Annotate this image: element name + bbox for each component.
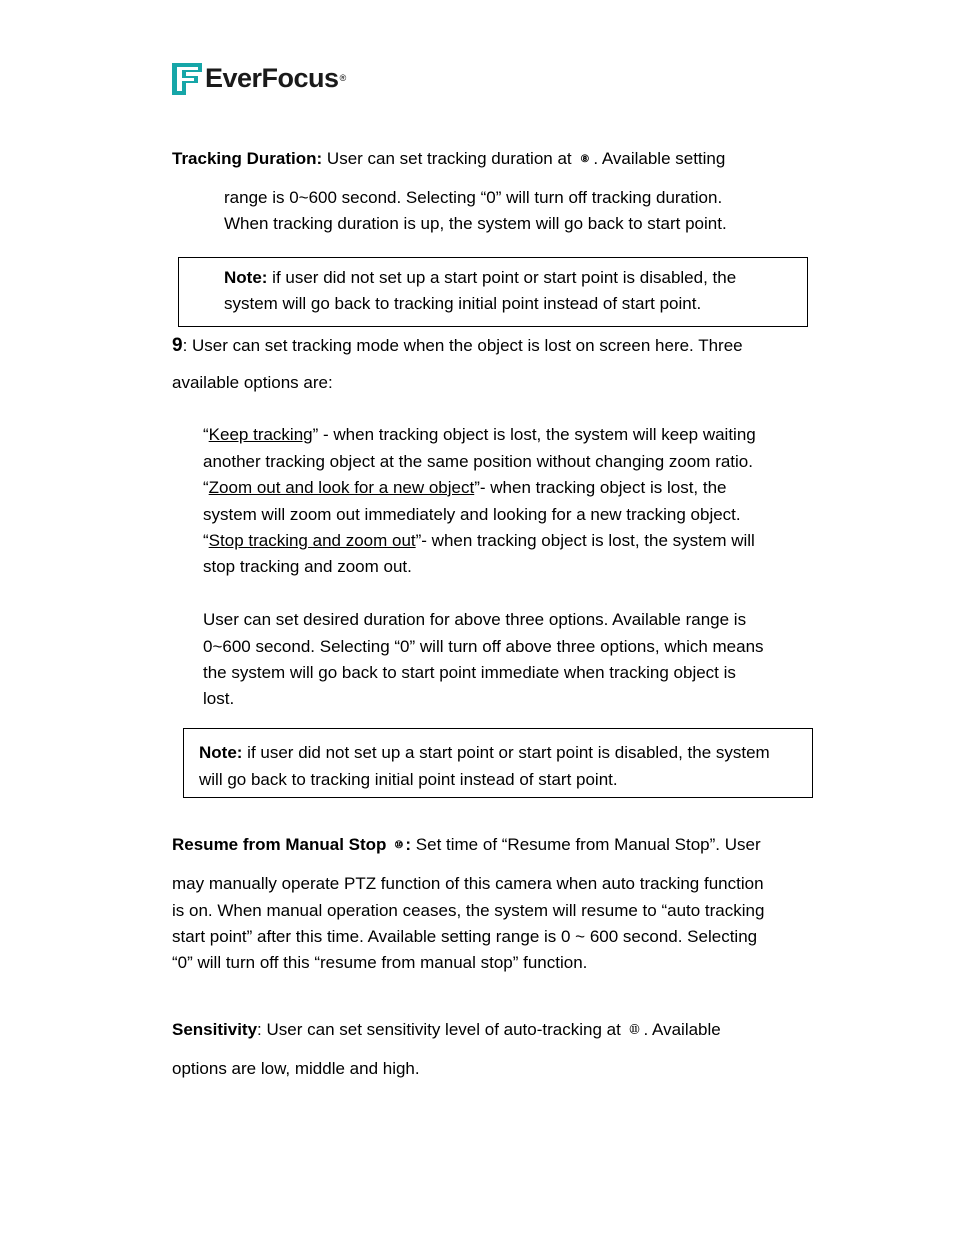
circled-11-icon: ⑪ xyxy=(629,1025,640,1036)
duration-line1: User can set desired duration for above three options. Available range is xyxy=(203,610,747,629)
everfocus-logo xyxy=(172,60,346,96)
option-stop-tracking-cont: stop tracking and zoom out. xyxy=(203,557,412,576)
note1-line1: Note: if user did not set up a start point or start point is disabled, the xyxy=(224,268,737,287)
option-keep-tracking-name: Keep tracking xyxy=(208,425,313,444)
brand-registered-mark: ® xyxy=(339,73,347,83)
duration-line4: lost. xyxy=(203,689,235,708)
note2-line1: Note: if user did not set up a start point or start point is disabled, the system xyxy=(199,743,770,762)
option-keep-tracking-cont: another tracking object at the same position without changing zoom ratio. xyxy=(203,452,753,471)
option-stop-tracking-name: Stop tracking and zoom out xyxy=(208,531,416,550)
duration-line3: the system will go back to start point immediate when tracking object is xyxy=(203,663,736,682)
tracking-duration-label: Tracking Duration: xyxy=(172,149,323,168)
option-zoom-out-name: Zoom out and look for a new object xyxy=(208,478,475,497)
note1-label: Note: xyxy=(224,268,268,287)
tracking-duration-line2: range is 0~600 second. Selecting “0” will turn off tracking duration. xyxy=(224,188,723,207)
circled-10-icon: ⑩ xyxy=(394,840,404,851)
note-box-tracking-duration xyxy=(178,257,808,327)
resume-line4: start point” after this time. Available setting range is 0 ~ 600 second. Selecting xyxy=(172,927,758,946)
circled-8-icon: ⑧ xyxy=(580,154,590,165)
sensitivity-line2: options are low, middle and high. xyxy=(172,1059,420,1078)
duration-line2: 0~600 second. Selecting “0” will turn off above three options, which means xyxy=(203,637,764,656)
tracking-mode-line2: available options are: xyxy=(172,373,333,392)
sensitivity-line1: Sensitivity: User can set sensitivity level of auto-tracking at ⑪ . Available xyxy=(172,1017,721,1044)
tracking-mode-line1: 9: User can set tracking mode when the object is lost on screen here. Three xyxy=(172,335,743,356)
resume-label: Resume from Manual Stop xyxy=(172,835,387,854)
resume-line3: is on. When manual operation ceases, the system will resume to “auto tracking xyxy=(172,901,765,920)
option-stop-tracking: “Stop tracking and zoom out”- when tracking object is lost, the system will xyxy=(203,531,755,550)
number-9-icon: 9 xyxy=(172,335,183,356)
everfocus-logo-icon xyxy=(172,61,202,95)
option-keep-tracking: “Keep tracking” - when tracking object is lost, the system will keep waiting xyxy=(203,425,756,444)
resume-line2: may manually operate PTZ function of this camera when auto tracking function xyxy=(172,874,764,893)
option-zoom-out: “Zoom out and look for a new object”- when tracking object is lost, the xyxy=(203,478,727,497)
tracking-duration-line1: Tracking Duration: User can set tracking duration at ⑧ . Available setting xyxy=(172,146,725,173)
brand-name: EverFocus xyxy=(205,63,339,93)
note1-line2: system will go back to tracking initial point instead of start point. xyxy=(224,294,702,313)
resume-line1: Resume from Manual Stop ⑩ : Set time of “Resume from Manual Stop”. User xyxy=(172,832,761,859)
sensitivity-label: Sensitivity xyxy=(172,1020,258,1039)
resume-line5: “0” will turn off this “resume from manual stop” function. xyxy=(172,953,588,972)
option-zoom-out-cont: system will zoom out immediately and looking for a new tracking object. xyxy=(203,505,741,524)
note2-line2: will go back to tracking initial point instead of start point. xyxy=(199,770,618,789)
tracking-duration-line3: When tracking duration is up, the system will go back to start point. xyxy=(224,214,727,233)
note-box-tracking-mode xyxy=(183,728,813,798)
note2-label: Note: xyxy=(199,743,243,762)
